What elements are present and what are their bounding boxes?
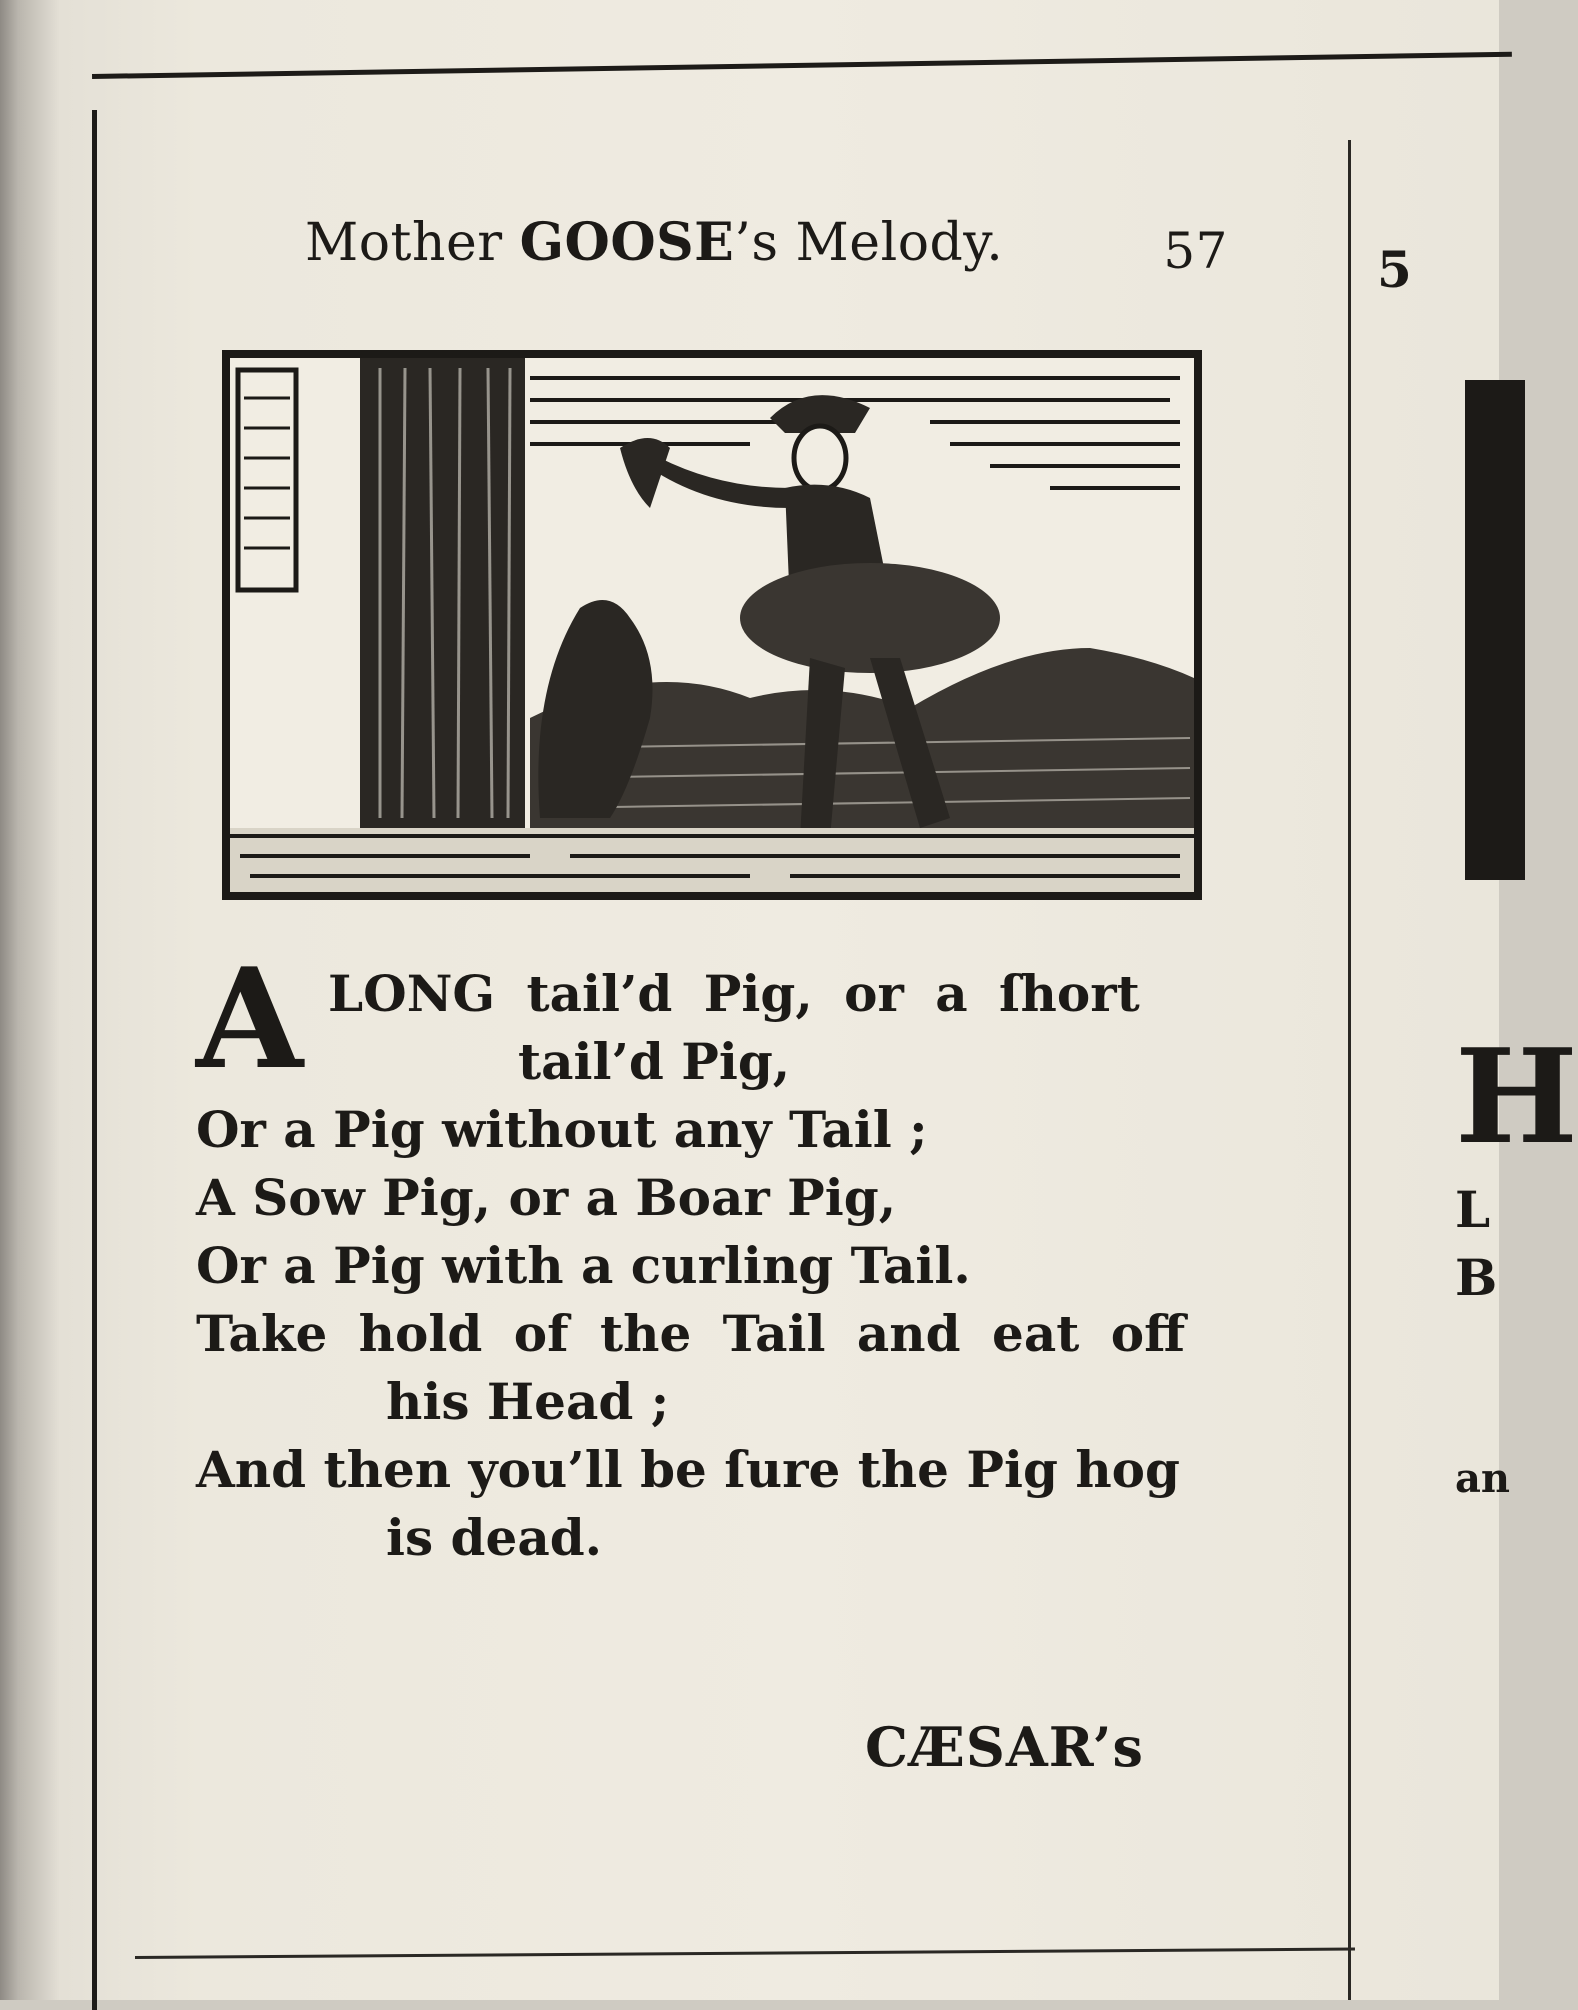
page-number: 57	[1163, 222, 1228, 280]
page-divider-line	[1348, 140, 1351, 2000]
poem-line: LONG tail’d Pig, or a ſhort	[328, 964, 1140, 1023]
next-line-fragment: an	[1455, 1455, 1510, 1502]
poem-line: Take hold of the Tail and eat off	[196, 1304, 1186, 1363]
title-start: Mother	[305, 213, 520, 273]
woodcut-image	[230, 358, 1194, 892]
running-header	[305, 212, 1240, 282]
woodcut-illustration	[222, 350, 1202, 900]
running-title	[305, 212, 1003, 273]
next-line-fragment: L	[1455, 1180, 1491, 1239]
drop-cap: A	[196, 937, 304, 1100]
title-end: ’s Melody.	[734, 213, 1004, 273]
next-page-number-fragment: 5	[1377, 240, 1412, 299]
poem-line: A Sow Pig, or a Boar Pig,	[196, 1168, 897, 1227]
next-line-fragment: B	[1455, 1248, 1498, 1307]
poem-line: Or a Pig with a curling Tail.	[196, 1236, 971, 1295]
catchword: CÆSAR’s	[865, 1715, 1144, 1779]
woodcut-doorpost	[360, 358, 525, 828]
title-bold: GOOSE	[519, 212, 735, 273]
poem-line: Or a Pig without any Tail ;	[196, 1100, 928, 1159]
poem-line: his Head ;	[386, 1372, 670, 1431]
next-drop-cap-fragment: H	[1455, 1020, 1578, 1173]
poem-line: tail’d Pig,	[518, 1032, 791, 1091]
next-woodcut-edge	[1465, 380, 1525, 880]
next-page-fragment	[1355, 0, 1578, 2000]
poem-line: And then you’ll be ſure the Pig hog	[196, 1440, 1180, 1499]
poem-line: is dead.	[386, 1508, 603, 1567]
page-frame-left-border	[92, 110, 97, 2010]
